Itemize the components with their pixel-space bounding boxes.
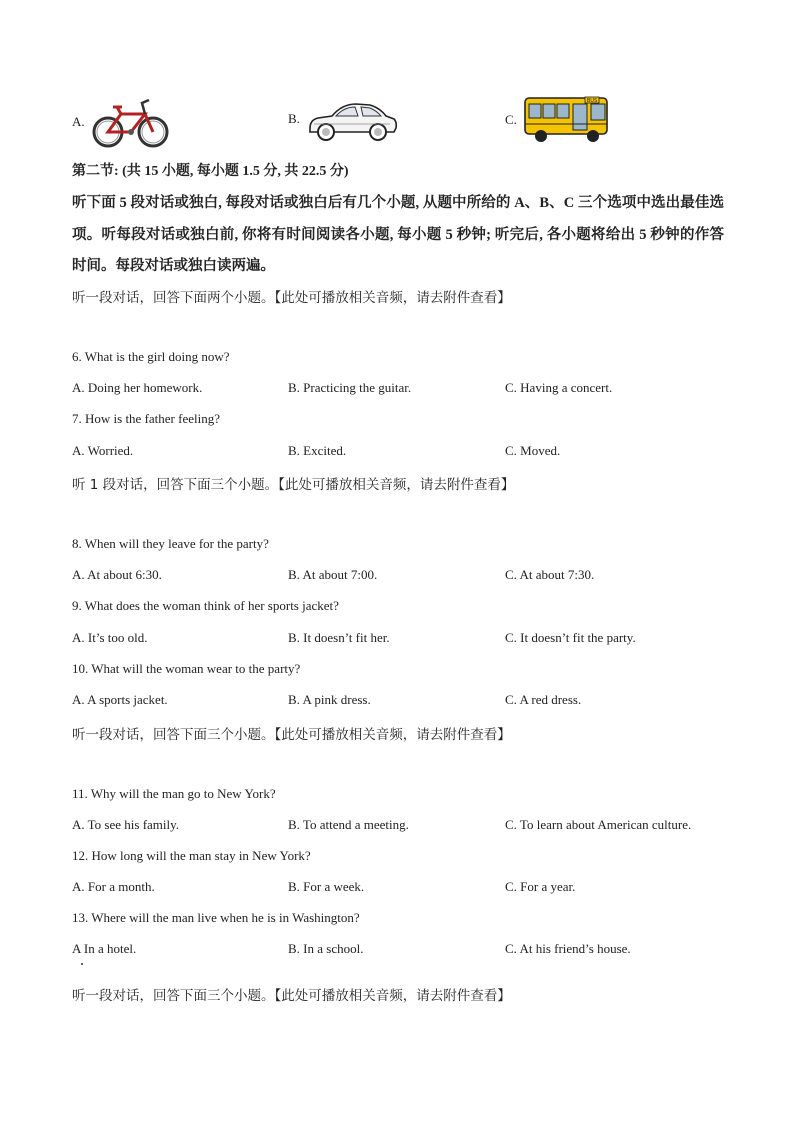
question-text: 6. What is the girl doing now? xyxy=(72,349,230,364)
answer-option-c[interactable]: C. To learn about American culture. xyxy=(505,817,692,832)
section-title: 第二节: (共 15 小题, 每小题 1.5 分, 共 22.5 分) xyxy=(72,164,349,179)
answer-option-b[interactable]: B. At about 7:00. xyxy=(288,567,378,582)
answer-option-b[interactable]: B. Excited. xyxy=(288,443,347,458)
answer-options xyxy=(72,879,732,897)
audio-note[interactable]: 听一段对话，回答下面三个小题。【此处可播放相关音频，请去附件查看】 xyxy=(72,988,511,1004)
answer-option-a[interactable]: A. It’s too old. xyxy=(72,630,148,645)
option-label: B. xyxy=(288,111,300,126)
answer-option-b[interactable]: B. For a week. xyxy=(288,879,365,894)
answer-option-c[interactable]: C. Moved. xyxy=(505,443,561,458)
answer-option-b[interactable]: B. A pink dress. xyxy=(288,692,371,707)
answer-option-b[interactable]: B. It doesn’t fit her. xyxy=(288,630,390,645)
answer-options xyxy=(72,941,732,959)
audio-note[interactable]: 听一段对话，回答下面两个小题。【此处可播放相关音频，请去附件查看】 xyxy=(72,290,511,306)
bus-icon xyxy=(523,94,611,146)
answer-option-a[interactable]: A. Worried. xyxy=(72,443,134,458)
answer-option-b[interactable]: B. In a school. xyxy=(288,941,364,956)
question-text: 13. Where will the man live when he is in Washington? xyxy=(72,910,360,925)
answer-options xyxy=(72,817,732,835)
bicycle-icon xyxy=(91,94,171,150)
answer-option-a[interactable]: A. For a month. xyxy=(72,879,155,894)
question-text: 9. What does the woman think of her sports jacket? xyxy=(72,598,339,613)
answer-option-a[interactable]: A. Doing her homework. xyxy=(72,380,203,395)
picture-options-row xyxy=(72,94,732,154)
answer-option-c[interactable]: C. At his friend’s house. xyxy=(505,941,631,956)
answer-options xyxy=(72,443,732,461)
question-text: 10. What will the woman wear to the party? xyxy=(72,661,301,676)
answer-option-b[interactable]: B. To attend a meeting. xyxy=(288,817,409,832)
bus-sign: BUS xyxy=(586,98,598,104)
audio-note[interactable]: 听 1 段对话，回答下面三个小题。【此处可播放相关音频，请去附件查看】 xyxy=(72,477,515,493)
audio-note[interactable]: 听一段对话，回答下面三个小题。【此处可播放相关音频，请去附件查看】 xyxy=(72,727,511,743)
answer-options xyxy=(72,567,732,585)
answer-option-c[interactable]: C. It doesn’t fit the party. xyxy=(505,630,636,645)
answer-option-c[interactable]: C. At about 7:30. xyxy=(505,567,595,582)
picture-option-c[interactable] xyxy=(505,94,611,146)
answer-options xyxy=(72,692,732,710)
car-icon xyxy=(306,94,398,144)
section-instructions: 听下面 5 段对话或独白, 每段对话或独白后有几个小题, 从题中所给的 A、B、C 三个选项中选出最佳选项。听每段对话或独白前, 你将有时间阅读各小题, 每小题 5 秒钟; 听完后, 各小题将给出 5 秒钟的作答时间。每段对话或独白读两遍。 xyxy=(72,195,724,274)
option-label: A. xyxy=(72,114,85,129)
answer-options xyxy=(72,380,732,398)
answer-option-c[interactable]: C. Having a concert. xyxy=(505,380,613,395)
answer-option-b[interactable]: B. Practicing the guitar. xyxy=(288,380,412,395)
stray-dot xyxy=(81,963,83,965)
answer-option-c[interactable]: C. For a year. xyxy=(505,879,576,894)
question-text: 8. When will they leave for the party? xyxy=(72,536,269,551)
answer-option-a[interactable]: A. To see his family. xyxy=(72,817,180,832)
answer-option-a[interactable]: A. A sports jacket. xyxy=(72,692,168,707)
answer-option-a[interactable]: A. At about 6:30. xyxy=(72,567,162,582)
option-label: C. xyxy=(505,112,517,127)
picture-option-a[interactable] xyxy=(72,94,171,150)
answer-option-a[interactable]: A In a hotel. xyxy=(72,941,137,956)
picture-option-b[interactable] xyxy=(288,94,398,144)
answer-option-c[interactable]: C. A red dress. xyxy=(505,692,582,707)
question-text: 7. How is the father feeling? xyxy=(72,411,221,426)
answer-options xyxy=(72,630,732,648)
question-text: 11. Why will the man go to New York? xyxy=(72,786,276,801)
question-text: 12. How long will the man stay in New York? xyxy=(72,848,311,863)
